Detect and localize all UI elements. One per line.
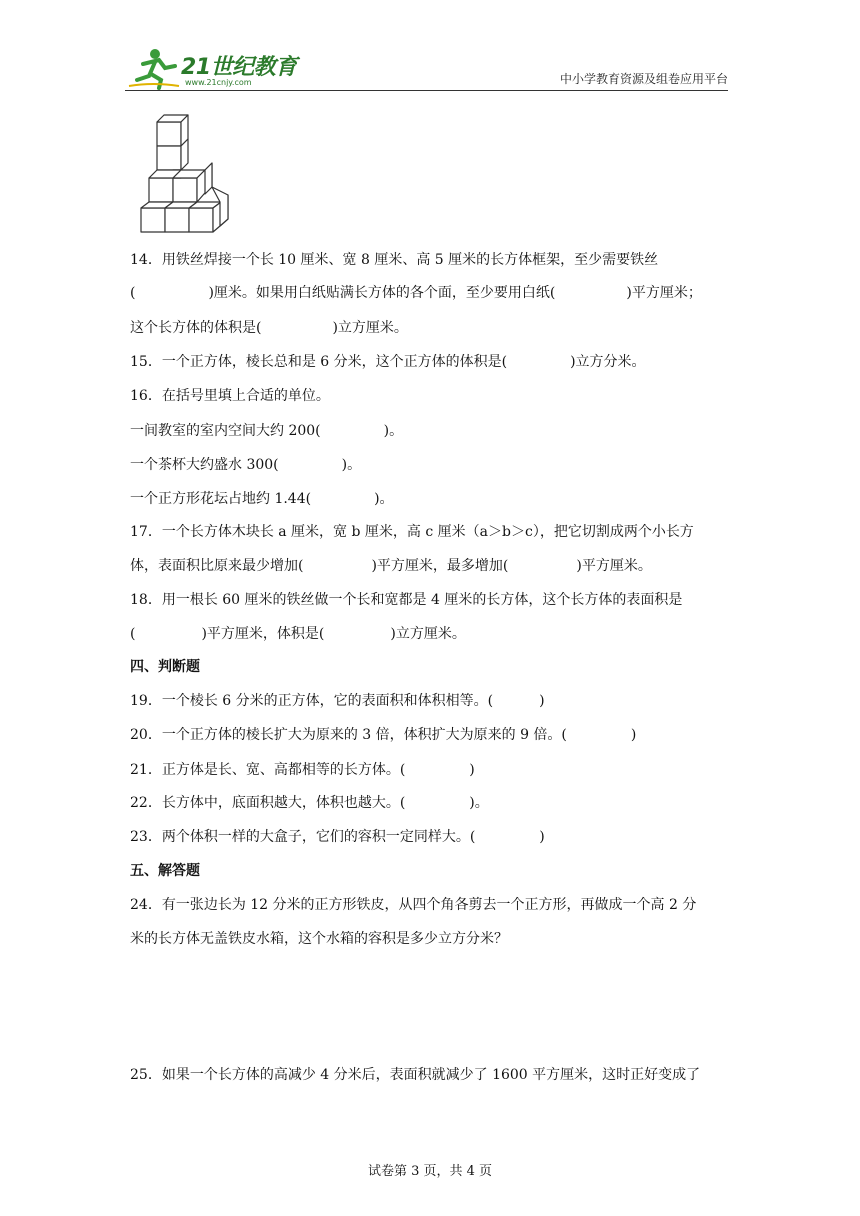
- question-23: 23．两个体积一样的大盒子，它们的容积一定同样大。( ): [130, 829, 545, 845]
- question-18-line-1: 18．用一根长 60 厘米的铁丝做一个长和宽都是 4 厘米的长方体，这个长方体的表面积是: [130, 592, 683, 608]
- section-heading-word-problems: 五、解答题: [130, 863, 200, 879]
- question-20: 20．一个正方体的棱长扩大为原来的 3 倍，体积扩大为原来的 9 倍。( ): [130, 727, 637, 743]
- logo: [125, 46, 325, 90]
- question-18-line-2: ( )平方厘米，体积是( )立方厘米。: [130, 626, 466, 642]
- logo-url: www.21cnjy.com: [185, 78, 252, 87]
- logo-text: 21世纪教育: [181, 55, 297, 80]
- question-15: 15．一个正方体，棱长总和是 6 分米，这个正方体的体积是( )立方分米。: [130, 354, 646, 370]
- question-22: 22．长方体中，底面积越大，体积也越大。( )。: [130, 795, 489, 811]
- question-16-item-2: 一个茶杯大约盛水 300( )。: [130, 457, 362, 473]
- question-14-line-1: 14．用铁丝焊接一个长 10 厘米、宽 8 厘米、高 5 厘米的长方体框架，至少需要铁丝: [130, 252, 659, 268]
- platform-name: 中小学教育资源及组卷应用平台: [559, 72, 728, 86]
- page-header: [125, 40, 728, 92]
- question-14-line-2: ( )厘米。如果用白纸贴满长方体的各个面，至少要用白纸( )平方厘米；: [130, 285, 702, 301]
- cube-stack-figure: [130, 112, 240, 238]
- question-21: 21．正方体是长、宽、高都相等的长方体。( ): [130, 762, 475, 778]
- header-divider: [125, 90, 728, 91]
- question-16-item-1: 一间教室的室内空间大约 200( )。: [130, 423, 404, 439]
- question-16-item-3: 一个正方形花坛占地约 1.44( )。: [130, 491, 394, 507]
- question-17-line-1: 17．一个长方体木块长 a 厘米，宽 b 厘米，高 c 厘米（a＞b＞c），把它切割成两个小长方: [130, 524, 694, 540]
- question-14-line-3: 这个长方体的体积是( )立方厘米。: [130, 320, 408, 336]
- page-footer: 试卷第 3 页，共 4 页: [367, 1164, 493, 1179]
- question-24-line-2: 米的长方体无盖铁皮水箱，这个水箱的容积是多少立方分米？: [130, 931, 508, 947]
- question-25-line-1: 25．如果一个长方体的高减少 4 分米后，表面积就减少了 1600 平方厘米，这时正好变成了: [130, 1067, 701, 1083]
- runner-logo-icon: [125, 46, 181, 90]
- question-19: 19．一个棱长 6 分米的正方体，它的表面积和体积相等。( ): [130, 693, 545, 709]
- section-heading-true-false: 四、判断题: [130, 659, 200, 675]
- question-24-line-1: 24．有一张边长为 12 分米的正方形铁皮，从四个角各剪去一个正方形，再做成一个高 2 分: [130, 897, 697, 913]
- question-17-line-2: 体，表面积比原来最少增加( )平方厘米，最多增加( )平方厘米。: [130, 558, 652, 574]
- question-16: 16．在括号里填上合适的单位。: [130, 388, 330, 404]
